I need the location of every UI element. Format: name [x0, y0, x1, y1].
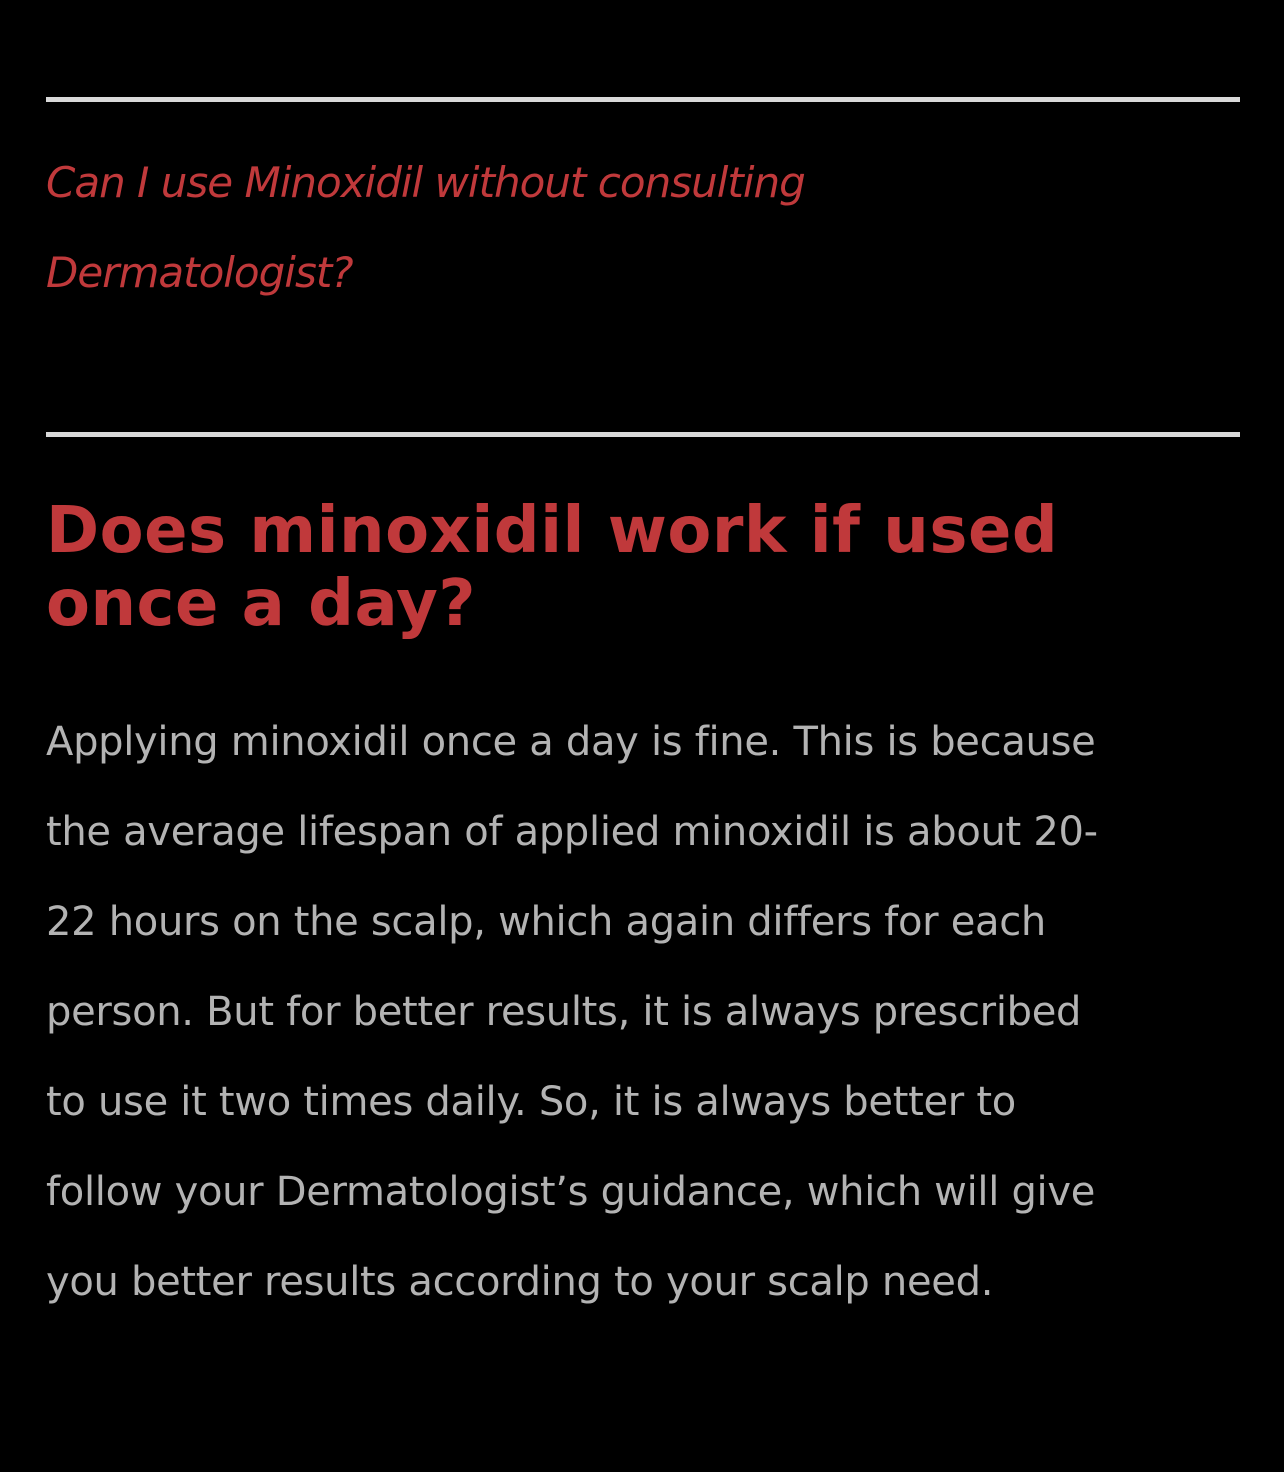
article-content [46, 0, 1240, 1327]
divider-middle [46, 432, 1240, 437]
divider-top [46, 97, 1240, 102]
answer-paragraph: Applying minoxidil once a day is fine. This is because the average lifespan of applied minoxidil is about 20-22 hours on the scalp, which again differs for each person. But for better results, it is always prescribed to use it two times daily. So, it is always better to follow your Dermatologist’s guidance, which will give you better results according to your scalp need. [46, 719, 1098, 1305]
related-question-link[interactable]: Can I use Minoxidil without consulting Dermatologist? [46, 158, 805, 297]
section-heading: Does minoxidil work if used once a day? [46, 494, 1059, 641]
